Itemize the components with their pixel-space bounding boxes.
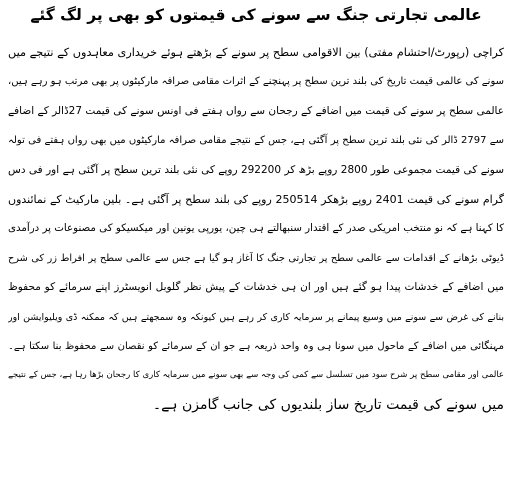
article-body-line: سونے کی قیمت مجموعی طور 2800 روپے بڑھ کر 292200 روپے کی نئی بلند ترین سطح پر آگئی ہے اور فی دس <box>8 163 504 176</box>
article-body-line: سے 2797 ڈالر کی نئی بلند ترین سطح پر آگئی ہے، جس کے نتیجے مقامی صرافہ مارکیٹوں میں بھی رواں ہفتے فی تولہ <box>8 135 504 147</box>
article-headline: عالمی تجارتی جنگ سے سونے کی قیمتوں کو بھی پر لگ گئے <box>30 6 482 24</box>
article-body-line: کراچی (رپورٹ/احتشام مفتی) بین الاقوامی سطح پر سونے کے بڑھتے ہوئے خریداری معاہدوں کے نتیجے میں <box>8 46 504 59</box>
article-body-line: میں سونے کی قیمت تاریخ ساز بلندیوں کی جانب گامزن ہے۔ <box>152 396 504 413</box>
article-body-line: سونے کی عالمی قیمت تاریخ کی بلند ترین سطح پر پہنچنے کے اثرات مقامی صرافہ مارکیٹوں پر بھی مرتب ہو رہے ہیں، <box>8 76 504 88</box>
article-body-line: مہنگائی میں اضافے کے ماحول میں سونا ہی وہ واحد ذریعہ ہے جو ان کے سرمائے کو نقصان سے محفوظ بنا سکتا ہے۔ <box>8 340 504 352</box>
article-body-line: گرام سونے کی قیمت 2401 روپے بڑھکر 250514 روپے کی بلند سطح پر آگئی ہے۔ بلین مارکیٹ کے نمائندوں <box>8 192 504 206</box>
article-body-line: عالمی اور مقامی سطح پر شرح سود میں تسلسل سے کمی کی وجہ سے بھی سونے میں سرمایہ کاری کا رجحان بڑھا رہا ہے، جس کے نتیجے <box>8 370 504 381</box>
article-body <box>8 38 504 420</box>
article-body-line: کا کہنا ہے کہ نو منتخب امریکی صدر کے اقتدار سنبھالتے ہی چین، یورپی یونین اور میکسیکو کی مصنوعات پر درآمدی <box>8 222 504 235</box>
article-body-line: بنانے کی غرض سے سونے میں وسیع پیمانے پر سرمایہ کاری کر رہے ہیں کیونکہ وہ سمجھتے ہیں کہ ممکنہ ڈی ویلیوایشن اور <box>8 311 504 323</box>
article-body-line: عالمی سطح پر سونے کی قیمت میں اضافے کے رجحان سے رواں ہفتے فی اونس سونے کی قیمت 27ڈالر کے اضافے <box>8 104 504 117</box>
article-body-line: ڈیوٹی بڑھانے کے اقدامات سے عالمی سطح پر تجارتی جنگ کا آغاز ہو گیا ہے جس سے عالمی سطح پر افراط زر کی شرح <box>8 252 504 264</box>
article-body-line: میں اضافے کے خدشات پیدا ہو گئے ہیں اور ان ہی خدشات کے پیش نظر گلوبل انویسٹرز اپنے سرمائے کو محفوظ <box>8 281 504 294</box>
